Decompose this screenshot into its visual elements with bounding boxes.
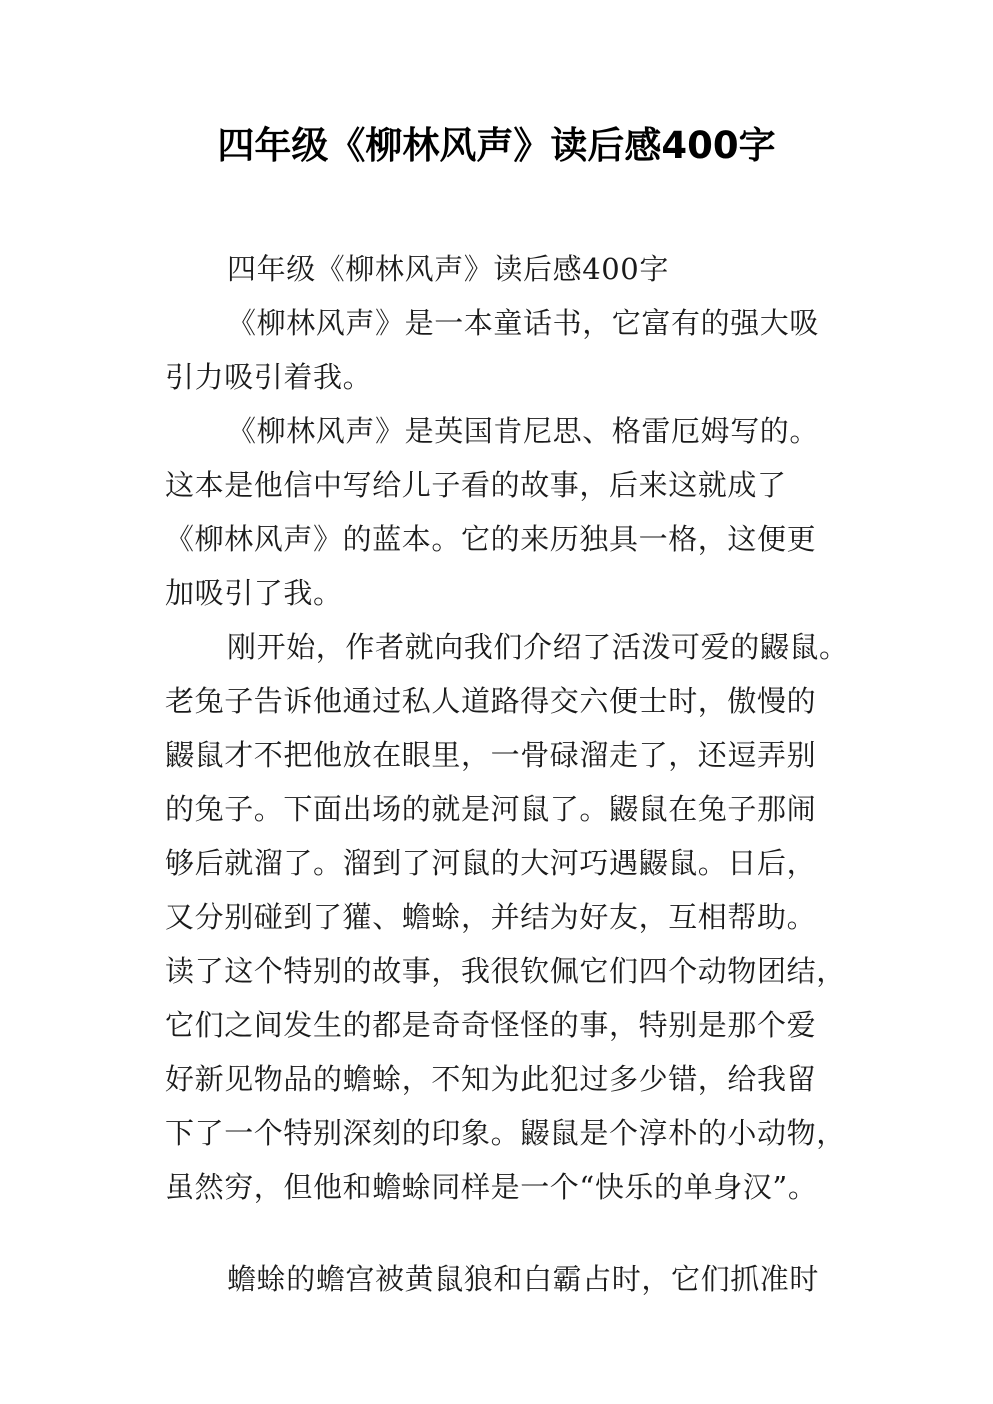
body-line: 又分别碰到了獾、蟾蜍，并结为好友，互相帮助。 (165, 900, 817, 934)
body-line: 蟾蜍的蟾宫被黄鼠狼和白霸占时，它们抓准时 (227, 1262, 820, 1296)
body-line: 《柳林风声》的蓝本。它的来历独具一格，这便更 (165, 522, 817, 556)
body-line: 加吸引了我。 (165, 576, 343, 610)
body-line: 《柳林风声》是英国肯尼思、格雷厄姆写的。 (227, 414, 820, 448)
body-line: 它们之间发生的都是奇奇怪怪的事，特别是那个爱 (165, 1008, 817, 1042)
body-line: 虽然穷，但他和蟾蜍同样是一个“快乐的单身汉”。 (165, 1170, 818, 1204)
body-line: 引力吸引着我。 (165, 360, 373, 394)
body-line: 鼹鼠才不把他放在眼里，一骨碌溜走了，还逗弄别 (165, 738, 817, 772)
body-line: 的兔子。下面出场的就是河鼠了。鼹鼠在兔子那闹 (165, 792, 817, 826)
paragraph-gap (165, 1214, 855, 1252)
body-line: 读了这个特别的故事，我很钦佩它们四个动物团结， (165, 954, 846, 988)
body-line: 刚开始，作者就向我们介绍了活泼可爱的鼹鼠。 (227, 630, 849, 664)
body-line: 下了一个特别深刻的印象。鼹鼠是个淳朴的小动物， (165, 1116, 846, 1150)
body-line: 《柳林风声》是一本童话书，它富有的强大吸 (227, 306, 820, 340)
body-line-subtitle: 四年级《柳林风声》读后感400字 (227, 252, 669, 286)
document-body (165, 242, 855, 1306)
body-line: 这本是他信中写给儿子看的故事，后来这就成了 (165, 468, 787, 502)
body-line: 够后就溜了。溜到了河鼠的大河巧遇鼹鼠。日后， (165, 846, 817, 880)
body-line: 老兔子告诉他通过私人道路得交六便士时，傲慢的 (165, 684, 817, 718)
body-line: 好新见物品的蟾蜍，不知为此犯过多少错，给我留 (165, 1062, 817, 1096)
document-title: 四年级《柳林风声》读后感400字 (217, 124, 776, 167)
